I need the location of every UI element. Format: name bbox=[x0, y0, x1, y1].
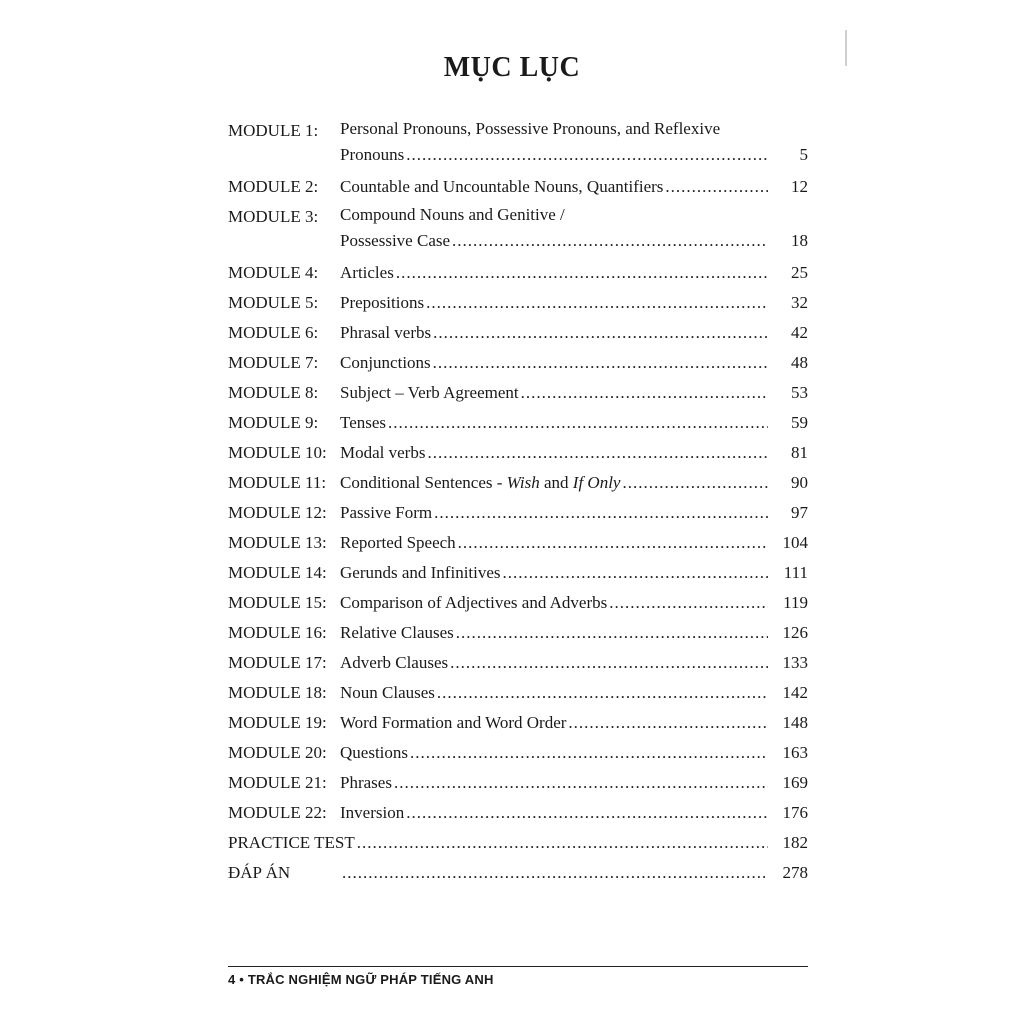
toc-entry-page: 25 bbox=[791, 263, 808, 282]
toc-entry-title: Passive Form bbox=[340, 503, 433, 522]
toc-entry-page: 59 bbox=[791, 413, 808, 432]
footer-bullet: • bbox=[239, 972, 245, 987]
leader-dots bbox=[342, 860, 768, 886]
toc-entry-title: Conditional Sentences - Wish and If Only bbox=[340, 473, 621, 492]
toc-entry[interactable] bbox=[228, 258, 808, 288]
toc-entry-page: 182 bbox=[782, 833, 808, 852]
toc-entry-label: MODULE 11: bbox=[228, 473, 327, 492]
leader-dots bbox=[609, 590, 768, 616]
toc-entry-label: ĐÁP ÁN bbox=[228, 863, 291, 882]
toc-entry-label: MODULE 13: bbox=[228, 533, 327, 552]
toc-entry-title: Adverb Clauses bbox=[340, 653, 449, 672]
leader-dots bbox=[452, 228, 768, 254]
table-of-contents bbox=[228, 116, 808, 888]
leader-dots bbox=[433, 320, 768, 346]
toc-entry-title: Tenses bbox=[340, 413, 387, 432]
footer-book-title: TRẮC NGHIỆM NGỮ PHÁP TIẾNG ANH bbox=[247, 972, 494, 987]
toc-entry-title: Gerunds and Infinitives bbox=[340, 563, 501, 582]
toc-entry-label: MODULE 7: bbox=[228, 353, 319, 372]
toc-entry-page: 18 bbox=[791, 231, 808, 250]
toc-entry[interactable] bbox=[228, 116, 808, 172]
toc-entry-label: PRACTICE TEST bbox=[228, 833, 355, 852]
toc-entry-answers[interactable] bbox=[228, 858, 808, 888]
toc-entry-page: 163 bbox=[782, 743, 808, 762]
page-footer bbox=[228, 972, 494, 987]
toc-entry-label: MODULE 6: bbox=[228, 323, 319, 342]
toc-entry-label: MODULE 20: bbox=[228, 743, 327, 762]
toc-entry-title: Comparison of Adjectives and Adverbs bbox=[340, 593, 608, 612]
toc-entry-label: MODULE 22: bbox=[228, 803, 327, 822]
toc-entry-title: Phrasal verbs bbox=[340, 323, 432, 342]
toc-entry-label: MODULE 2: bbox=[228, 177, 319, 196]
toc-entry-page: 148 bbox=[782, 713, 808, 732]
leader-dots bbox=[394, 770, 768, 796]
leader-dots bbox=[426, 290, 768, 316]
toc-entry-title: Subject – Verb Agreement bbox=[340, 383, 519, 402]
toc-entry-title: Articles bbox=[340, 263, 394, 282]
toc-entry[interactable] bbox=[228, 528, 808, 558]
leader-dots bbox=[450, 650, 768, 676]
toc-entry[interactable] bbox=[228, 288, 808, 318]
leader-dots bbox=[434, 500, 768, 526]
leader-dots bbox=[503, 560, 768, 586]
leader-dots bbox=[406, 142, 768, 168]
toc-entry-label: MODULE 17: bbox=[228, 653, 327, 672]
toc-entry-title: Inversion bbox=[340, 803, 405, 822]
toc-entry-label: MODULE 14: bbox=[228, 563, 327, 582]
toc-entry[interactable] bbox=[228, 378, 808, 408]
leader-dots bbox=[427, 440, 768, 466]
toc-entry[interactable] bbox=[228, 678, 808, 708]
toc-entry-page: 278 bbox=[782, 863, 808, 882]
toc-entry-label: MODULE 5: bbox=[228, 293, 319, 312]
toc-entry-page: 32 bbox=[791, 293, 808, 312]
toc-entry-page: 12 bbox=[791, 177, 808, 196]
toc-entry-title: Compound Nouns and Genitive / bbox=[340, 205, 565, 224]
toc-entry-label: MODULE 21: bbox=[228, 773, 327, 792]
page-title: MỤC LỤC bbox=[443, 52, 581, 83]
toc-entry-page: 133 bbox=[782, 653, 808, 672]
toc-entry[interactable] bbox=[228, 498, 808, 528]
leader-dots bbox=[410, 740, 768, 766]
toc-entry[interactable] bbox=[228, 708, 808, 738]
toc-entry-title: Noun Clauses bbox=[340, 683, 435, 702]
leader-dots bbox=[437, 680, 768, 706]
toc-entry-label: MODULE 12: bbox=[228, 503, 327, 522]
toc-entry[interactable] bbox=[228, 172, 808, 202]
toc-entry[interactable] bbox=[228, 588, 808, 618]
toc-entry-label: MODULE 15: bbox=[228, 593, 327, 612]
toc-entry-page: 104 bbox=[782, 533, 808, 552]
italic-wish: Wish bbox=[506, 473, 540, 492]
toc-entry[interactable] bbox=[228, 348, 808, 378]
toc-entry-title: Relative Clauses bbox=[340, 623, 454, 642]
toc-entry[interactable] bbox=[228, 738, 808, 768]
toc-entry[interactable] bbox=[228, 318, 808, 348]
leader-dots bbox=[568, 710, 768, 736]
toc-entry[interactable] bbox=[228, 468, 808, 498]
toc-entry-title: Word Formation and Word Order bbox=[340, 713, 567, 732]
toc-entry-title: Conjunctions bbox=[340, 353, 431, 372]
toc-entry-page: 119 bbox=[783, 593, 808, 612]
toc-entry-page: 97 bbox=[791, 503, 808, 522]
toc-entry[interactable] bbox=[228, 648, 808, 678]
footer-rule bbox=[228, 966, 808, 967]
toc-entry-page: 53 bbox=[791, 383, 808, 402]
toc-entry-label: MODULE 8: bbox=[228, 383, 319, 402]
leader-dots bbox=[665, 174, 768, 200]
toc-entry-page: 142 bbox=[782, 683, 808, 702]
toc-entry-title: Phrases bbox=[340, 773, 392, 792]
toc-entry[interactable] bbox=[228, 558, 808, 588]
toc-entry-page: 90 bbox=[791, 473, 808, 492]
leader-dots bbox=[521, 380, 768, 406]
leader-dots bbox=[396, 260, 768, 286]
leader-dots bbox=[458, 530, 768, 556]
toc-entry-label: MODULE 19: bbox=[228, 713, 327, 732]
toc-entry-page: 42 bbox=[791, 323, 808, 342]
toc-entry[interactable] bbox=[228, 438, 808, 468]
leader-dots bbox=[433, 350, 768, 376]
toc-entry-title: Questions bbox=[340, 743, 408, 762]
leader-dots bbox=[456, 620, 768, 646]
toc-entry-title: Countable and Uncountable Nouns, Quantifiers bbox=[340, 177, 664, 196]
toc-entry-title: Reported Speech bbox=[340, 533, 456, 552]
toc-entry-title: Modal verbs bbox=[340, 443, 426, 462]
toc-entry-title-cont: Possessive Case bbox=[340, 231, 451, 250]
leader-dots bbox=[388, 410, 768, 436]
toc-entry-title-cont: Pronouns bbox=[340, 145, 405, 164]
toc-entry-practice-test[interactable] bbox=[228, 828, 808, 858]
toc-entry-label: MODULE 4: bbox=[228, 263, 319, 282]
toc-entry-page: 48 bbox=[791, 353, 808, 372]
footer-page-number: 4 bbox=[228, 972, 236, 987]
toc-entry-page: 111 bbox=[783, 563, 808, 582]
toc-entry-page: 176 bbox=[782, 803, 808, 822]
toc-entry-page: 5 bbox=[799, 145, 808, 164]
leader-dots bbox=[357, 830, 768, 856]
toc-entry[interactable] bbox=[228, 618, 808, 648]
leader-dots bbox=[622, 470, 768, 496]
toc-entry-label: MODULE 3: bbox=[228, 207, 319, 226]
toc-entry-label: MODULE 10: bbox=[228, 443, 327, 462]
toc-entry-title: Personal Pronouns, Possessive Pronouns, and Reflexive bbox=[340, 119, 721, 138]
toc-entry-label: MODULE 1: bbox=[228, 121, 319, 140]
toc-entry-label: MODULE 18: bbox=[228, 683, 327, 702]
toc-entry-page: 81 bbox=[791, 443, 808, 462]
leader-dots bbox=[406, 800, 768, 826]
toc-entry-page: 126 bbox=[782, 623, 808, 642]
toc-entry[interactable] bbox=[228, 202, 808, 258]
toc-entry-label: MODULE 9: bbox=[228, 413, 319, 432]
toc-entry[interactable] bbox=[228, 768, 808, 798]
toc-entry-title: Prepositions bbox=[340, 293, 425, 312]
italic-if-only: If Only bbox=[572, 473, 621, 492]
toc-entry[interactable] bbox=[228, 798, 808, 828]
toc-entry-label: MODULE 16: bbox=[228, 623, 327, 642]
toc-entry[interactable] bbox=[228, 408, 808, 438]
toc-entry-page: 169 bbox=[782, 773, 808, 792]
